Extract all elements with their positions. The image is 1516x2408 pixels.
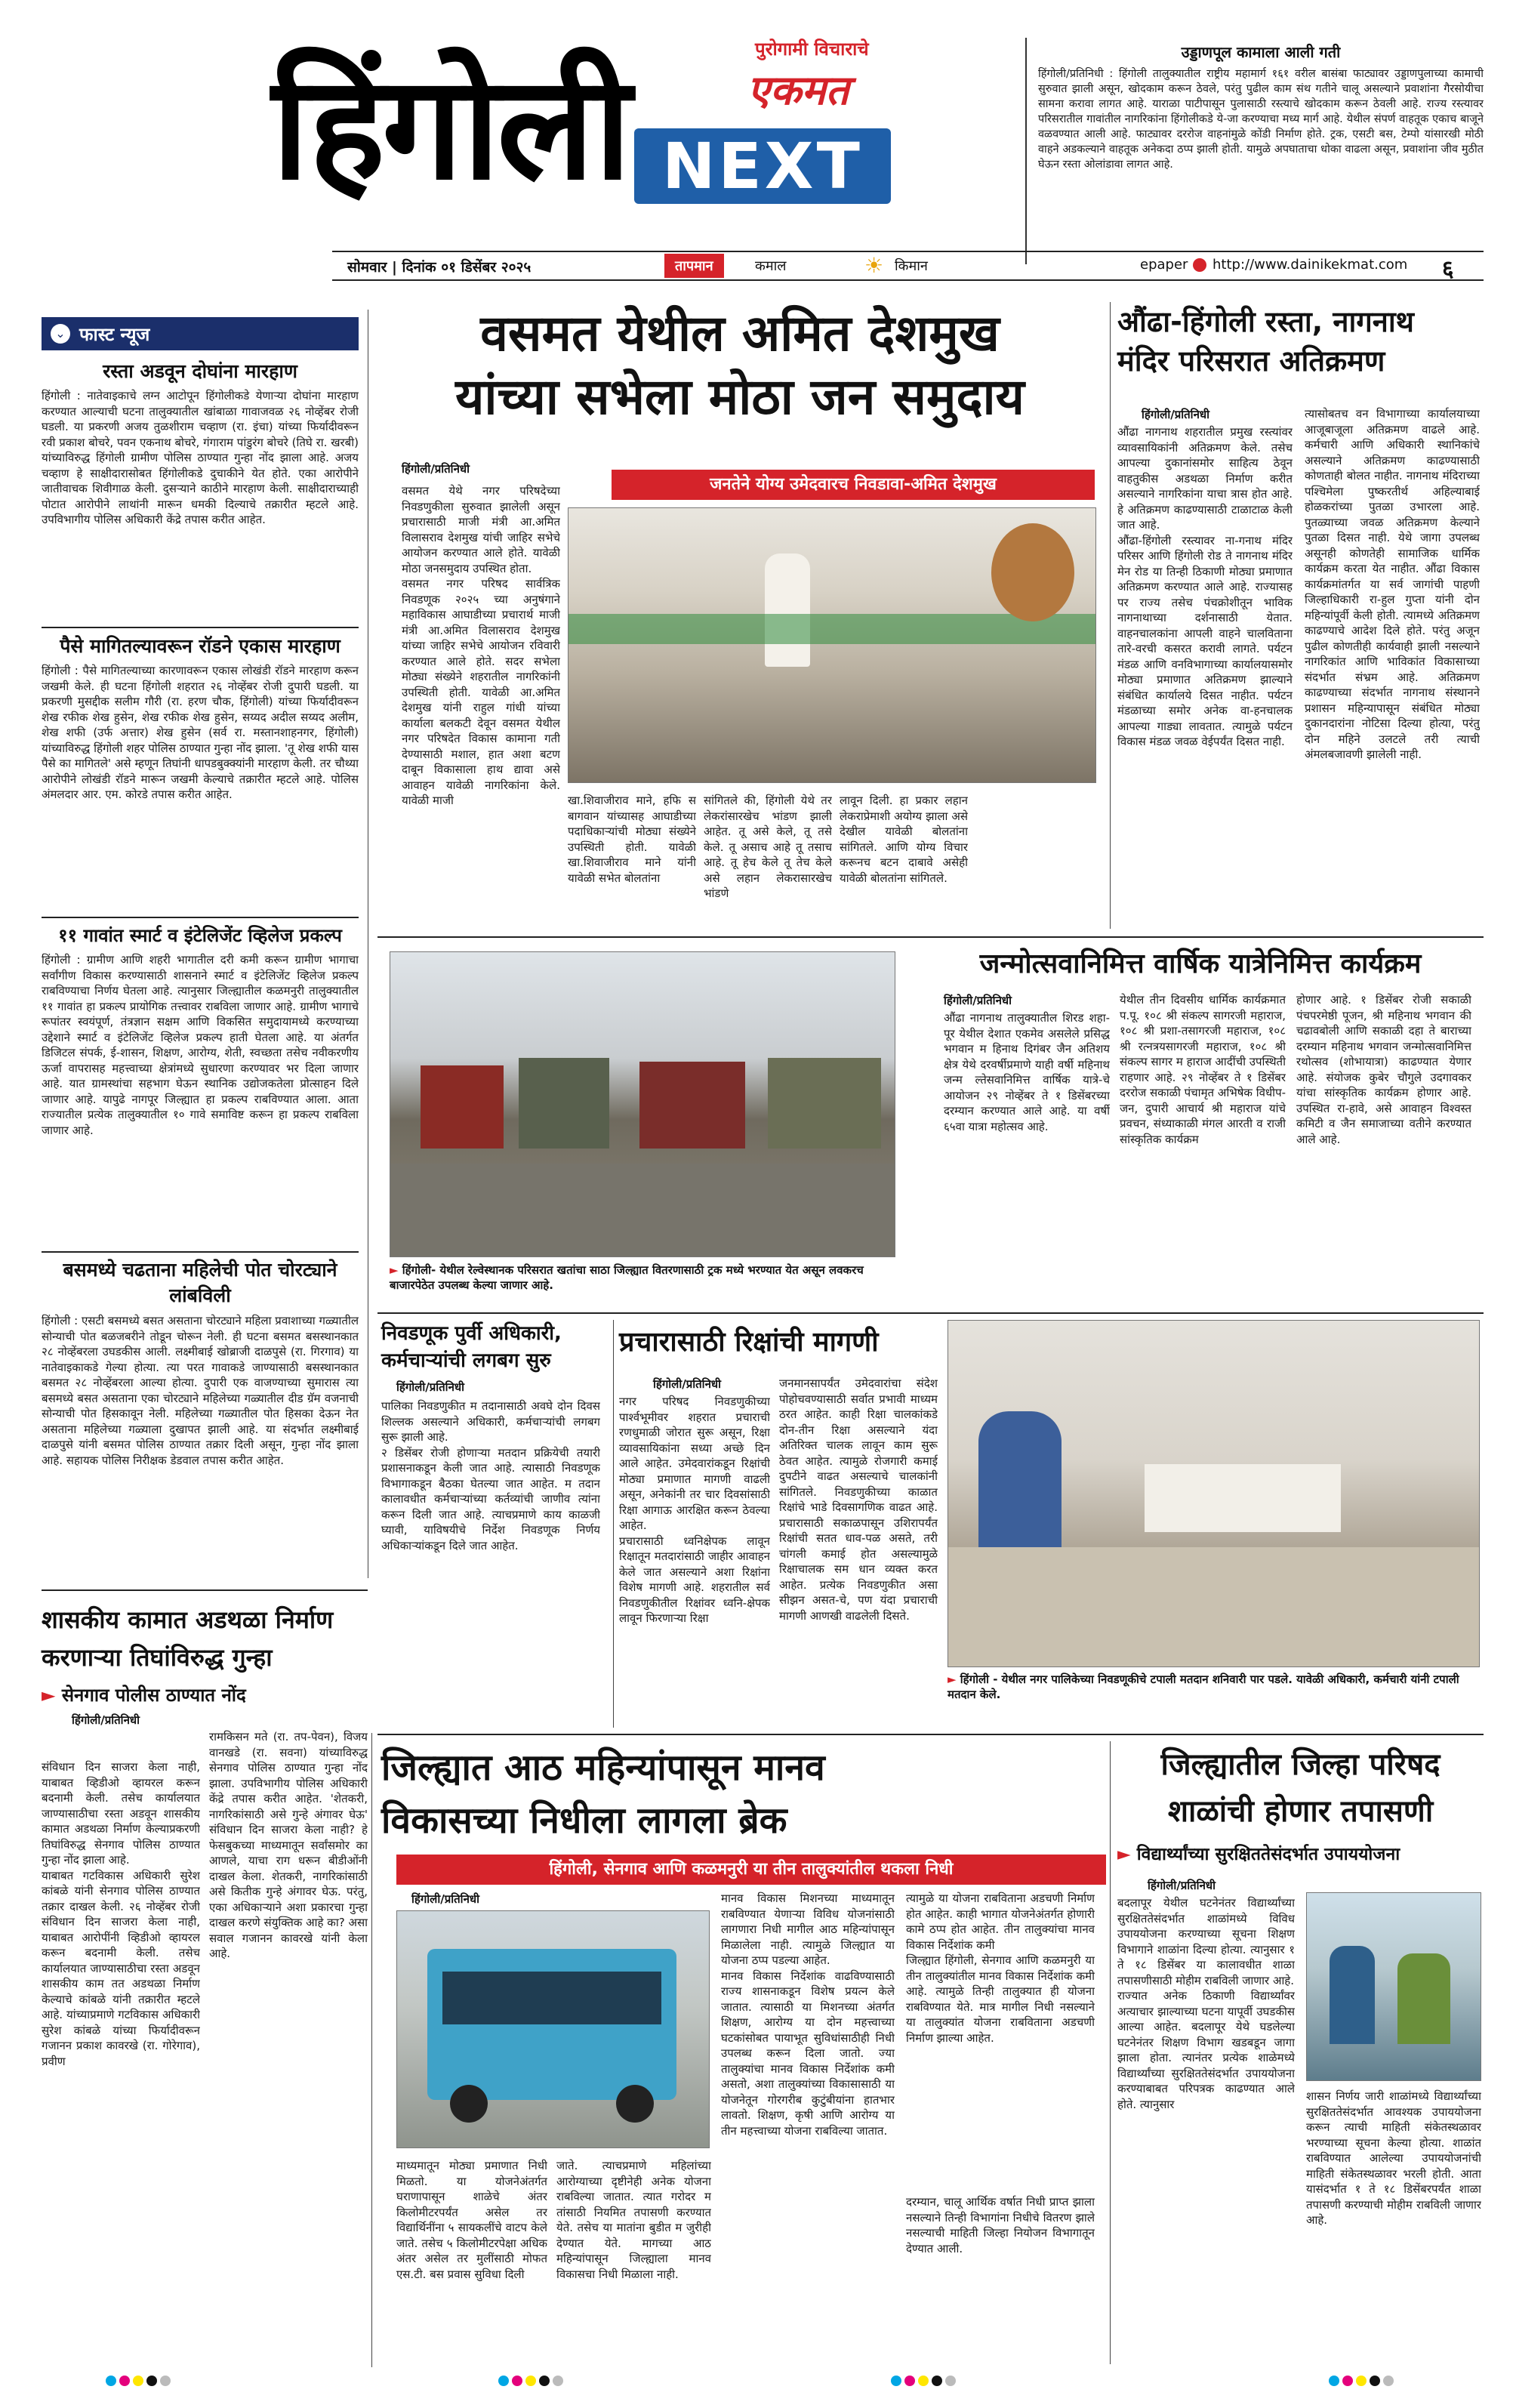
registration-marks-right bbox=[1329, 2375, 1397, 2389]
students-photo bbox=[1306, 1892, 1481, 2081]
polling-caption-text: हिंगोली - येथील नगर पालिकेच्या निवडणूकीचे टपाली मतदान शनिवारी पार पडले. यावेळी अधिकारी, कर्मचारी यांनी टपाली मतदान केले. bbox=[948, 1673, 1459, 1701]
zp-byline: हिंगोली/प्रतिनिधी bbox=[1148, 1879, 1216, 1892]
fast-news-item bbox=[42, 633, 359, 912]
top-right-headline: उड्डाणपूल कामाला आली गती bbox=[1181, 43, 1341, 61]
chevron-down-icon: ⌄ bbox=[51, 324, 70, 344]
masthead bbox=[0, 0, 1516, 282]
lead-col-3: सांगितले की, हिंगोली येथे तर लेकरांसारखेच भांडण झाली आहेत. तू असे केले, तू तसे केले. तू असाच आहे तू तसाच आहे. तू हेच केले तू तेच केले असे लहान लेकरासारखेच भांडणे bbox=[704, 794, 832, 900]
manav-headline-1: जिल्ह्यात आठ महिन्यांपासून मानव bbox=[381, 1747, 825, 1789]
polling-photo-block bbox=[948, 1320, 1484, 1728]
election-officer-story bbox=[381, 1320, 608, 1728]
lead-story bbox=[377, 302, 1102, 929]
fast-news-body: हिंगोली : नातेवाइकाचे लग्न आटोपून हिंगोलीकडे येणाऱ्या दोघांना मारहाण करण्यात आल्याची घटना तालुक्यातील खांबाळा गावाजवळ २६ नोव्हेंबर रोजी घडली. या प्रकरणी अजय तुळशीराम चव्हाण (रा. इंचा) यांच्या फिर्यादीवरून रवी प्रकाश बोचरे, पवन एकनाथ बोचरे, गंगाराम पांडुरंग बोचरे (तिघे रा. खरबी) यांच्याविरुद्ध हिंगोली ग्रामीण पोलिस ठाण्यात गुन्हा नोंद झाला आहे. अजय चव्हाण हे साक्षीदारासोबत हिंगोलीकडे दुचाकीने येत होते. एका आरोपीने जातीवाचक शिवीगाळ केली. दुसऱ्याने काठीने मारहाण केली. साक्षीदाराच्याही पोटात आरोपीने लाथांनी मारून धमकी दिल्याचे तक्रारीत म्हटले आहे. उपविभागीय पोलिस अधिकारी केंद्रे तपास करीत आहेत. bbox=[42, 389, 359, 526]
masthead-next-logo bbox=[634, 128, 891, 204]
sengaon-col-1: संविधान दिन साजरा केला नाही, याबाबत व्हिडीओ व्हायरल करून बदनामी केली. तसेच कार्यालयात जाण्यासाठीचा रस्ता अडवून शासकीय कामात अडथळा निर्माण केल्याप्रकरणी तिघांविरुद्ध सेनगाव पोलिस ठाण्यात गुन्हा नोंद झाला आहे. याबाबत गटविकास अधिकारी सुरेश कांबळे यांनी सेनगाव पोलिस ठाण्यात तक्रार दाखल केली. २६ नोव्हेंबर रोजी संविधान दिन साजरा केला नाही, याबाबत आरोपींनी व्हिडीओ व्हायरल करून बदनामी केली. तसेच कार्यालयात जाण्यासाठीचा रस्ता अडवून शासकीय काम तत अडथळा निर्माण केल्याचे कांबळे यांनी तक्रारीत म्हटले आहे. यांच्याप्रमाणे गटविकास अधिकारी सुरेश कांबळे यांच्या फिर्यादीवरून गजानन प्रकाश कावरखे (रा. गोरेगाव), प्रवीण bbox=[42, 1760, 200, 2068]
sengaon-col-2: रामकिसन मते (रा. तप-पेवन), विजय वानखडे (रा. सवना) यांच्याविरुद्ध सेनगाव पोलिस ठाण्यात गुन्हा नोंद झाला. उपविभागीय पोलिस अधिकारी केंद्रे तपास करीत आहेत. 'शेतकरी, नागरिकांसाठी असे गुन्हे अंगावर घेऊ' संविधान दिन साजरा केला नाही? हे फेसबुकच्या माध्यमातून सर्वांसमोर का आणले, याचा राग धरून बीडीओंनी दाखल केला. शेतकरी, नागरिकांसाठी असे कितीक गुन्हे अंगावर घेऊ. परंतु, एका अधिकाऱ्याने अशा प्रकारचा गुन्हा दाखल करणे संयुक्तिक आहे का? असा सवाल गजानन कावरखे यांनी केला आहे. bbox=[209, 1730, 368, 1960]
sengaon-headline-2: करणाऱ्या तिघांविरुद्ध गुन्हा bbox=[42, 1643, 273, 1672]
fast-news-title: फास्ट न्यूज bbox=[79, 323, 150, 345]
election-headline-1: निवडणूक पुर्वी अधिकारी, bbox=[381, 1322, 562, 1345]
zp-subhead-text: विद्यार्थ्यांच्या सुरक्षिततेसंदर्भात उपाययोजना bbox=[1136, 1845, 1400, 1864]
masthead-title: हिंगोली bbox=[272, 45, 629, 211]
sun-icon: ☀ bbox=[864, 253, 884, 278]
sengaon-subhead bbox=[42, 1682, 368, 1707]
manav-col-3: माध्यमातून मोठ्या प्रमाणात निधी मिळतो. या योजनेअंतर्गत घराणापासून शाळेचे अंतर किलोमीटरपर्यंत असेल तर विद्यार्थिनींना ५ सायकलींचे वाटप केले जाते. तसेच ५ किलोमीटरपेक्षा अधिक अंतर असेल तर मुलींसाठी मोफत एस.टी. बस प्रवास सुविधा दिली bbox=[396, 2159, 547, 2281]
janmotsav-col-1: औंढा नागनाथ तालुक्यातील शिरड शहा-पूर येथील देशात एकमेव असलेले प्रसिद्ध भगवान म हिनाथ दिगंबर जैन अतिशय क्षेत्र येथे दरवर्षीप्रमाणे याही वर्षी महिनाथ जन्म ल्तेसवानिमित्त वार्षिक यात्रे-चे आयोजन २९ नोव्हेंबर ते १ डिसेंबरच्या दरम्यान करण्यात आले आहे. या वर्षी ६५वा यात्रा महोत्सव आहे. bbox=[944, 1011, 1110, 1133]
subhead-arrow-icon: ► bbox=[42, 1685, 56, 1706]
fast-news-header bbox=[42, 317, 359, 350]
trucks-photo bbox=[390, 951, 895, 1257]
lead-headline-2: यांच्या सभेला मोठा जन समुदाय bbox=[455, 368, 1025, 426]
fast-news-column bbox=[42, 317, 359, 1563]
polling-photo bbox=[948, 1320, 1480, 1667]
lead-headline-1: वसमत येथील अमित देशमुख bbox=[480, 304, 1000, 362]
rickshaw-col-1: नगर परिषद निवडणुकीच्या पार्श्वभूमीवर शहरात प्रचाराची रणधुमाळी जोरात सुरू असून, रिक्षा व्यावसायिकांना सध्या अच्छे दिन आले आहेत. उमेदवारांकडून रिक्षांची मोठ्या प्रमाणात मागणी वाढली असून, अनेकांनी तर चार दिवसांसाठी रिक्षा आगाऊ आरक्षित करून ठेवल्या आहेत. प्रचारासाठी ध्वनिक्षेपक लावून रिक्षातून मतदारांसाठी जाहीर आवाहन केले जात असल्याने अशा रिक्षांना विशेष मागणी आहे. शहरातील सर्व निवडणुकीतील रिक्षांवर ध्वनि-क्षेपक लावून फिरणाऱ्या रिक्षा bbox=[619, 1395, 770, 1625]
fast-news-headline: रस्ता अडवून दोघांना मारहाण bbox=[103, 360, 297, 382]
caption-arrow-icon: ► bbox=[390, 1263, 399, 1277]
lead-rally-photo bbox=[568, 507, 1096, 783]
aundha-col-2: त्यासोबतच वन विभागाच्या कार्यालयाच्या आजूबाजूला अतिक्रमण वाढले आहे. कर्मचारी आणि अधिकारी स्थानिकांचे असल्याने अतिक्रमण काढण्यासाठी कोणताही बोलत नाहीत. नागनाथ मंदिराच्या पश्चिमेला पुष्करतीर्थ अहिल्याबाई होळकरांच्या पुतळा उभारला आहे. पुतळ्याच्या जवळ अतिक्रमण केल्याने पुतळा दिसत नाही. येथे जागा उपलब्ध असूनही कोणतेही सामाजिक धार्मिक कार्यक्रम करता येत नाहीत. औंढा विकास कार्यक्रमांतर्गत या सर्व जागांची पाहणी जिल्हाधिकारी रा-हुल गुप्ता यांनी दोन महिन्यांपूर्वी केली होती. त्यामध्ये अतिक्रमण काढण्याचे आदेश दिले होते. परंतु अजून पुढील कोणतीही कार्यवाही झाली नसल्याने नागरिकांत आणि भाविकांत विकासाच्या संदर्भात संभ्रम आहे. अतिक्रमण काढण्याच्या संदर्भात नागनाथ संस्थानने प्रशासन महिन्यापासून संबंधित मोठ्या दुकानदारांना नोटिसा दिल्या होत्या, परंतु दोन महिने उलटले तरी त्याची अंमलबजावणी झालेली नाही. bbox=[1305, 407, 1480, 761]
manav-headline-2: विकासच्या निधीला लागला ब्रेक bbox=[381, 1799, 787, 1842]
masthead-tagline-top: पुरोगामी विचाराचे bbox=[755, 39, 869, 60]
fast-news-body: हिंगोली : पैसे मागितल्याच्या कारणावरून एकास लोखंडी रॉडने मारहाण करून जखमी केले. ही घटना हिंगोली शहरात २६ नोव्हेंबर रोजी दुपारी घडली. या प्रकरणी मुसद्दीक सलीम गौरी (रा. हरण चौक, हिंगोली) यांच्या फिर्यादीवरून शेख रफीक शेख हुसेन, शेख रफीक शेख हुसेन, सय्यद अदील सय्यद अलीम, शेख शफी (उर्फ अत्तार) शेख हुसेन (सर्व रा. मस्तानशाहनगर, हिंगोली) यांच्याविरुद्ध हिंगोली शहर पोलिस ठाण्यात गुन्हा नोंद झाला. 'तू शेख शफी यास पैसे का मागितले' असे म्हणून तिघांनी धापडबुक्क्यांनी मारहाण केली. तर चौथ्या आरोपीने लोखंडी रॉडने मारून जखमी केल्याचे तक्रारीत म्हटले आहे. पोलिस अंमलदार आर. एम. कोरडे तपास करीत आहेत. bbox=[42, 664, 359, 801]
janmotsav-story bbox=[917, 944, 1484, 1306]
manav-subhead: हिंगोली, सेनगाव आणि कळमनुरी या तीन तालुक्यांतील थकला निधी bbox=[396, 1855, 1106, 1885]
registration-marks-center bbox=[498, 2375, 566, 2389]
sengaon-subhead-text: सेनगाव पोलीस ठाण्यात नोंद bbox=[61, 1685, 246, 1706]
manav-col-5: दरम्यान, चालू आर्थिक वर्षात निधी प्राप्त झाला नसल्याने तिन्ही विभागांना निधीचे वितरण झाले नसल्याची माहिती जिल्हा नियोजन विभागातून देण्यात आली. bbox=[906, 2195, 1095, 2255]
manav-col-4: जाते. त्याचप्रमाणे महिलांच्या आरोग्याच्या दृष्टीनेही अनेक योजना राबविल्या जातात. त्यात गरोदर म तांसाठी नियमित तपासणी करण्यात येते. तसेच या मातांना बुडीत म जुरीही देण्यात येते. मागच्या आठ महिन्यांपासून जिल्ह्याला मानव विकासचा निधी मिळाला नाही. bbox=[556, 2159, 711, 2281]
election-byline: हिंगोली/प्रतिनिधी bbox=[396, 1380, 465, 1394]
fast-news-item bbox=[42, 1257, 359, 1562]
registration-marks-center-2 bbox=[891, 2375, 959, 2389]
date-line: सोमवार | दिनांक ०१ डिसेंबर २०२५ bbox=[347, 259, 532, 276]
lead-subhead: जनतेने योग्य उमेदवारच निवडावा-अमित देशमुख bbox=[612, 470, 1095, 500]
fast-news-body: हिंगोली : एसटी बसमध्ये बसत असताना चोरट्याने महिला प्रवाशाच्या गळ्यातील सोन्याची पोत बळजबरीने तोडून चोरून नेली. ही घटना बसमत बसस्थानकात २८ नोव्हेंबरला उघडकीस आली. लक्ष्मीबाई खोब्राजी दाळपुसे (रा. गिरगाव) या नातेवाइकाकडे गेल्या होत्या. त्या परत गावाकडे जाण्यासाठी बसस्थानकात बसमत २८ नोव्हेंबरला आल्या होत्या. दुपारी एक वाजण्याच्या सुमारास त्या बसमध्ये बसत असताना एका चोरट्याने महिलेच्या गळ्यातील दीड ग्रॅम वजनाची सोन्याची पोत हिसकावून नेली. महिलेच्या गळ्यातील पोत हिसका देऊन नेत असताना महिलेच्या गळ्याला दुखापत झाली आहे. या संदर्भात लक्ष्मीबाई दाळपुसे यांनी बसमत पोलिस ठाण्यात तक्रार दिली असून, गुन्हा नोंद झाला आहे. सहायक पोलिस निरीक्षक डेडवाल तपास करीत आहेत. bbox=[42, 1314, 359, 1467]
fast-news-body: हिंगोली : ग्रामीण आणि शहरी भागातील दरी कमी करून ग्रामीण भागाचा सर्वांगीण विकास करण्यासाठी शासनाने स्मार्ट व इंटेलिजेंट व्हिलेज प्रकल्प राबविण्याचा निर्णय घेतला आहे. त्यानुसार जिल्ह्यातील कळमनुरी तालुक्यातील ११ गावांत हा प्रकल्प प्रायोगिक तत्त्वावर राबविला जाणार आहे. ग्रामीण भागाचे रूपांतर स्वयंपूर्ण, तंत्रज्ञान सक्षम आणि विकसित समुदायामध्ये करण्याच्या उद्देशाने स्मार्ट व इंटेलिजेंट व्हिलेज प्रकल्प हाती घेतला आहे. या अंतर्गत डिजिटल संपर्क, ई-शासन, शिक्षण, आरोग्य, शेती, स्वच्छता तसेच नवीकरणीय ऊर्जा वापरासह महत्त्वाच्या क्षेत्रांमध्ये सुधारणा करण्यावर भर दिला जाणार आहे. यात ग्रामस्थांचा सहभाग घेऊन स्थानिक उद्योजकतेला प्रोत्साहन दिले जाणार आहे. यापुढे नागपूर जिल्ह्यात हा प्रकल्प राबविण्यात आला. आता राज्यातील प्रत्येक तालुक्यातील १० गावे समाविष्ट करून हा प्रकल्प राबविला जाणार आहे. bbox=[42, 953, 359, 1137]
rickshaw-col-2: जनमानसापर्यंत उमेदवारांचा संदेश पोहोचवण्यासाठी सर्वात प्रभावी माध्यम ठरत आहेत. काही रिक्षा चालकांकडे दोन-तीन रिक्षा असल्याने यंदा अतिरिक्त चालक लावून काम सुरू ठेवत आहेत. त्यामुळे रोजगारी कमाई दुपटीने वाढत असल्याचे चालकांनी सांगितले. निवडणुकीच्या काळात रिक्षांचे भाडे दिवसागणिक वाढत आहे. प्रचारासाठी सकाळपासून उशिरापर्यंत रिक्षांची सतत धाव-पळ असते, तरी चांगली कमाई होत असल्यामुळे रिक्षाचालक सम धान व्यक्त करत आहेत. प्रत्येक निवडणुकीत असा सीझन असत-चे, पण यंदा प्रचाराची मागणी आणखी वाढलेली दिसते. bbox=[779, 1377, 938, 1623]
election-col-1: पालिका निवडणुकीत म तदानासाठी अवघे दोन दिवस शिल्लक असल्याने अधिकारी, कर्मचाऱ्यांची लगबग सुरू झाली आहे. २ डिसेंबर रोजी होणाऱ्या मतदान प्रक्रियेची तयारी प्रशासनाकडून केली जात आहे. त्यासाठी निवडणूक विभागाकडून बैठका घेतल्या जात आहेत. म तदान कालावधीत कर्मचाऱ्यांच्या कर्तव्यांची जाणीव त्यांना करून दिली जात आहे. त्याचप्रमाणे काय काळजी घ्यावी, याविषयीचे निर्देश निवडणूक निर्णय अधिकाऱ्यांकडून दिले जात आहेत. bbox=[381, 1399, 600, 1552]
fast-news-headline: ११ गावांत स्मार्ट व इंटेलिजेंट व्हिलेज प्रकल्प bbox=[58, 925, 342, 946]
top-right-body: हिंगोली/प्रतिनिधी : हिंगोली तालुक्यातील राष्ट्रीय महामार्ग १६१ वरील बासंबा फाट्यावर उड्डाणपुलाच्या कामाची सुरुवात झाली असून, खोदकाम करून ठेवले, परंतु पुढील काम संथ गतीने चालू असल्याने प्रवाशांना गैरसोयीचा सामना करावा लागत आहे. याराळा पाटीपासून पुलासाठी रस्त्याचे खोदकाम करून ठेवली आहे. राज्य रस्त्यावर परिसरातील गावांतील नागरिकांना हिंगोलीकडे ये-जा करण्याचा मध्य मार्ग आहे. येथील संपर्ण वाहतूक एकाच बाजूने वळवण्यात आली आहे. फाट्यावर दररोज वाहनांमुळे कोंडी निर्माण होते. ट्रक, एसटी बस, टेम्पो यांसारखी मोठी वाहने अडकल्याने वाहतूक अनेकदा ठप्प झाली होती. यामुळे अपघाताचा धोका वाढला असून, प्रवाशांना जीव मुठीत घेऊन रस्ता ओलांडावा लागत आहे. bbox=[1038, 68, 1484, 171]
temperature-max: कमाल bbox=[755, 258, 787, 274]
top-right-story bbox=[1038, 42, 1484, 248]
epaper-label: epaper bbox=[1140, 257, 1188, 273]
aundha-headline-2: मंदिर परिसरात अतिक्रमण bbox=[1117, 344, 1385, 378]
lead-col-4: लावून दिली. हा प्रकार लहान लेकराप्रेमाशी अयोग्य झाला असे देखील यावेळी बोलतांना सांगितले. आणि योग्य विचार करूनच बटन दाबावे असेही यावेळी बोलतांना सांगितले. bbox=[840, 794, 968, 885]
st-bus-photo bbox=[396, 1910, 710, 2148]
fast-news-headline: पैसे मागितल्यावरून रॉडने एकास मारहाण bbox=[60, 635, 340, 657]
trucks-caption bbox=[390, 1263, 903, 1293]
fast-news-item bbox=[42, 923, 359, 1247]
temperature-label: तापमान bbox=[664, 254, 724, 278]
aundha-byline: हिंगोली/प्रतिनिधी bbox=[1142, 408, 1210, 421]
masthead-brand: एकमत bbox=[747, 66, 849, 114]
masthead-next-text: NEXT bbox=[662, 129, 863, 203]
manav-byline: हिंगोली/प्रतिनिधी bbox=[411, 1892, 480, 1906]
rickshaw-headline: प्रचारासाठी रिक्षांची मागणी bbox=[619, 1327, 879, 1358]
zp-col-2: शासन निर्णय जारी शाळांमध्ये विद्यार्थ्यांच्या सुरक्षिततेसंदर्भात आवश्यक उपाययोजना करून त्याची माहिती संकेतस्थळावर भरण्याच्या सूचना केल्या होत्या. शाळांत राबविण्यात आलेल्या उपाययोजनांची माहिती संकेतस्थळावर भरली होती. आता यासंदर्भात १ ते १८ डिसेंबरपर्यंत शाळा तपासणी करण्याची मोहीम राबविली जाणार आहे. bbox=[1306, 2089, 1481, 2227]
zp-headline-1: जिल्ह्यातील जिल्हा परिषद bbox=[1160, 1747, 1441, 1782]
temperature-min: किमान bbox=[895, 258, 928, 274]
fast-news-headline: बसमध्ये चढताना महिलेची पोत चोरट्याने लांबविली bbox=[63, 1259, 337, 1306]
janmotsav-byline: हिंगोली/प्रतिनिधी bbox=[944, 994, 1012, 1007]
website-url[interactable]: http://www.dainikekmat.com bbox=[1212, 257, 1408, 273]
zp-headline-2: शाळांची होणार तपासणी bbox=[1167, 1794, 1434, 1829]
subhead-arrow-icon: ► bbox=[1117, 1845, 1131, 1864]
manav-col-2: त्यामुळे या योजना राबविताना अडचणी निर्माण होत आहेत. काही भागात योजनेअंतर्गत होणारी कामे ठप्प होत आहेत. तीन तालुक्यांचा मानव विकास निर्देशांक कमी जिल्ह्यात हिंगोली, सेनगाव आणि कळमनुरी या तीन तालुक्यांतील मानव विकास निर्देशांक कमी आहे. त्यामुळे तिन्ही तालुक्यात ही योजना राबविण्यात येते. मात्र मागील निधी नसल्याने या तालुक्यांत योजना राबविताना अडचणी निर्माण झाल्या आहेत. bbox=[906, 1892, 1095, 2045]
sengaon-headline-1: शासकीय कामात अडथळा निर्माण bbox=[42, 1605, 334, 1634]
date-bar bbox=[332, 251, 1484, 281]
caption-arrow-icon: ► bbox=[948, 1673, 957, 1686]
polling-caption bbox=[948, 1672, 1480, 1702]
manav-vikas-story bbox=[381, 1741, 1106, 2364]
globe-icon bbox=[1193, 258, 1206, 272]
janmotsav-headline: जन्मोत्सवानिमित्त वार्षिक यात्रेनिमित्त कार्यक्रम bbox=[979, 948, 1422, 979]
lead-col-2: खा.शिवाजीराव माने, हफि स बागवान यांच्यासह आघाडीच्या पदाधिकाऱ्यांची मोठ्या संख्येने उपस्थिती होती. यावेळी खा.शिवाजीराव माने यांनी यावेळी सभेत बोलतांना bbox=[568, 794, 696, 885]
zp-col-1: बदलापूर येथील घटनेनंतर विद्यार्थ्यांच्या सुरक्षिततेसंदर्भात शाळांमध्ये विविध उपाययोजना करण्याच्या सूचना शिक्षण विभागाने शाळांना दिल्या होत्या. त्यानुसार १ ते १८ डिसेंबर या कालावधीत शाळा तपासणीसाठी मोहीम राबविली जाणार आहे. राज्यात अनेक ठिकाणी विद्यार्थ्यांवर अत्याचार झाल्याच्या घटना यापूर्वी उघडकीस आल्या आहेत. बदलापूर येथे घडलेल्या घटनेनंतर शिक्षण विभाग खडबडून जागा झाला होता. त्यानंतर प्रत्येक शाळेमध्ये विद्यार्थ्यांच्या सुरक्षिततेसंदर्भात उपाययोजना करण्याबाबत परिपत्रक काढण्यात आले होते. त्यानुसार bbox=[1117, 1896, 1295, 2111]
trucks-caption-text: हिंगोली- येथील रेल्वेस्थानक परिसरात खतांचा साठा जिल्ह्यात वितरणासाठी ट्रक मध्ये भरण्यात येत असून लवकरच बाजारपेठेत उपलब्ध केल्या जाणार आहे. bbox=[390, 1263, 864, 1292]
sengaon-byline: हिंगोली/प्रतिनिधी bbox=[72, 1713, 140, 1727]
page-number: ६ bbox=[1442, 256, 1454, 282]
aundha-story bbox=[1117, 302, 1484, 929]
aundha-col-1: औंढा नागनाथ शहरातील प्रमुख रस्त्यांवर व्यावसायिकांनी अतिक्रमण केले. तसेच आपल्या दुकानांसमोर साहित्य ठेवून वाहतुकीस अडथळा निर्माण करीत असल्याने नागरिकांना याचा त्रास होत आहे. हे अतिक्रमण काढण्यासाठी टाळाटाळ केली जात आहे. औंढा-हिंगोली रस्त्यावर ना-गनाथ मंदिर परिसर आणि हिंगोली रोड ते नागनाथ मंदिर मेन रोड या तिन्ही ठिकाणी मोठ्या प्रमाणात अतिक्रमण करण्यात आले आहे. राज्यासह पर राज्य तसेच पंचक्रोशीतून भाविक नागनाथाच्या दर्शनासाठी येतात. वाहनचालकांना आपली वाहने चालविताना तारे-वरची कसरत करावी लागते. पर्यटन मंडळ आणि वनविभागाच्या कार्यालयासमोर मोठ्या प्रमाणात अतिक्रमण झाल्याने संबंधित कार्यालये दिसत नाहीत. पर्यटन मंडळाच्या समोर अनेक वा-हनचालक आपल्या गाड्या लावतात. त्यामुळे पर्यटन विकास मंडळ जवळ वेईपर्यंत दिसत नाही. bbox=[1117, 425, 1293, 748]
zp-subhead bbox=[1117, 1841, 1484, 1865]
fast-news-item bbox=[42, 358, 359, 622]
trucks-photo-block bbox=[377, 944, 906, 1306]
manav-col-1: मानव विकास मिशनच्या माध्यमातून राबविण्यात येणाऱ्या विविध योजनांसाठी लागणारा निधी मागील आठ महिन्यांपासून मिळालेला नाही. त्यामुळे जिल्ह्यात या योजना ठप्प पडल्या आहेत. मानव विकास निर्देशांक वाढविण्यासाठी राज्य शासनाकडून विशेष प्रयत्न केले जातात. त्यासाठी या मिशनच्या अंतर्गत शिक्षण, आरोग्य या दोन महत्त्वाच्या घटकांसोबत पायाभूत सुविधांसाठीही निधी उपलब्ध करून दिला जातो. ज्या तालुक्यांचा मानव विकास निर्देशांक कमी असतो, अशा तालुक्यांच्या विकासासाठी या योजनेतून गोरगरीब कुटुंबीयांना हातभार लावतो. शिक्षण, कृषी आणि आरोग्य या तीन महत्त्वाच्या योजना राबविल्या जातात. bbox=[721, 1892, 895, 2138]
registration-marks-left bbox=[106, 2375, 174, 2389]
lead-byline: हिंगोली/प्रतिनिधी bbox=[402, 462, 470, 476]
janmotsav-col-3: होणार आहे. १ डिसेंबर रोजी सकाळी पंचपरमेष्ठी पूजन, श्री महिनाथ भगवान की चढावबोली आणि सकाळी दहा ते बाराच्या दरम्यान महिनाथ भगवान जन्मोत्सवानिमित्त रथोत्सव (शोभायात्रा) काढण्यात येणार आहे. संयोजक कुबेर चौगुले उदगावकर यांचा सांस्कृतिक कार्यक्रम होणार आहे. उपस्थित रा-हावे, असे आवाहन विश्वस्त कमिटी व जैन समाजाच्या वतीने करण्यात आले आहे. bbox=[1296, 993, 1471, 1146]
rickshaw-story bbox=[619, 1320, 940, 1728]
janmotsav-col-2: येथील तीन दिवसीय धार्मिक कार्यक्रमात प.पू. १०८ श्री संकल्प सागरजी महाराज, १०८ श्री प्रशा-तसागरजी महाराज, १०८ श्री रत्नत्रयसागरजी महाराज, १०८ श्री संकल्प सागर म हाराज आदींची उपस्थिती राहणार आहे. २९ नोव्हेंबर ते १ डिसेंबर दररोज सकाळी पंचामृत अभिषेक विधीप-जन, दुपारी आचार्य श्री महाराज यांचे प्रवचन, संध्याकाळी मंगल आरती व राजी सांस्कृतिक कार्यक्रम bbox=[1120, 993, 1286, 1146]
lead-col-1: वसमत येथे नगर परिषदेच्या निवडणुकीला सुरुवात झालेली असून प्रचारासाठी माजी मंत्री आ.अमित विलासराव देशमुख यांची जाहिर सभेचे आयोजन करण्यात आले होते. यावेळी मोठा जनसमुदाय उपस्थित होता. वसमत नगर परिषद सार्वत्रिक निवडणूक २०२५ च्या अनुषंगाने महाविकास आघाडीच्या प्रचारार्थ माजी मंत्री आ.अमित विलासराव देशमुख यांच्या जाहिर सभेचे आयोजन रविवारी करण्यात आले होते. सदर सभेला मोठ्या संख्येने शहरातील नागरिकांनी उपस्थिती होती. यावेळी आ.अमित देशमुख यांनी राहुल गांधी यांच्या कार्याला बलकटी देवून वसमत येथील नगर परिषदेत विकास कामाना गती देण्यासाठी मशाल, हात अशा बटण दाबून विकासाला हाथ द्यावा असे आवाहन यावेळी नागरिकांना केले. यावेळी माजी bbox=[402, 484, 560, 807]
rickshaw-byline: हिंगोली/प्रतिनिधी bbox=[653, 1377, 722, 1391]
zp-school-story bbox=[1117, 1741, 1484, 2364]
aundha-headline-1: औंढा-हिंगोली रस्ता, नागनाथ bbox=[1117, 305, 1414, 338]
election-headline-2: कर्मचाऱ्यांची लगबग सुरु bbox=[381, 1349, 551, 1372]
